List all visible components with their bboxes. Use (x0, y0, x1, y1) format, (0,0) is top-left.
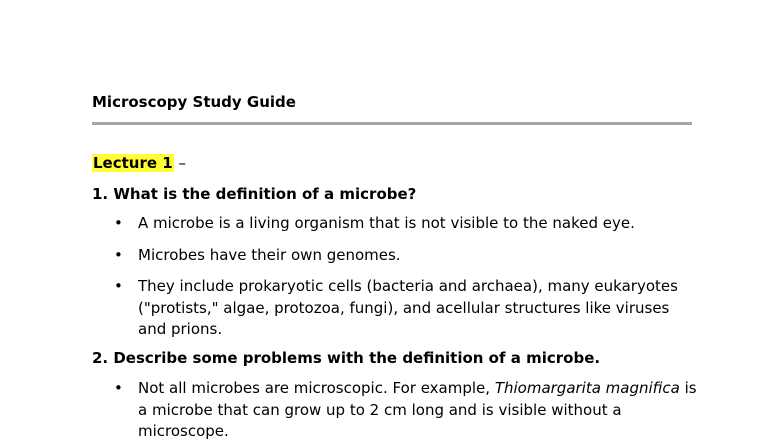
bullet-icon: • (114, 379, 123, 397)
bullet-text-after: is a microbe that can grow up to 2 cm long and is visible without a microscope. (138, 379, 697, 440)
lecture-dash: – (173, 154, 186, 172)
bullet-text: Microbes have their own genomes. (138, 246, 401, 264)
bullet-icon: • (114, 214, 123, 232)
lecture-label-highlighted: Lecture 1 (93, 154, 173, 172)
bullet-text (138, 378, 698, 443)
list-item (114, 378, 704, 443)
list-item (114, 276, 704, 341)
list-item (114, 245, 704, 267)
question-1-heading: 1. What is the definition of a microbe? (92, 185, 417, 203)
bullet-icon: • (114, 277, 123, 295)
bullet-text: They include prokaryotic cells (bacteria and archaea), many eukaryotes ("protists," algae, protozoa, fungi), and acellular structures like viruses and prions. (138, 277, 678, 338)
bullet-icon: • (114, 246, 123, 264)
species-name-italic: Thiomargarita magnifica (494, 379, 680, 397)
document-title: Microscopy Study Guide (92, 93, 296, 111)
bullet-text-before: Not all microbes are microscopic. For example, (138, 379, 495, 397)
question-2-heading: 2. Describe some problems with the definition of a microbe. (92, 349, 601, 367)
title-divider (92, 122, 692, 125)
list-item (114, 213, 704, 235)
bullet-text: A microbe is a living organism that is not visible to the naked eye. (138, 214, 635, 232)
lecture-heading (92, 153, 186, 173)
